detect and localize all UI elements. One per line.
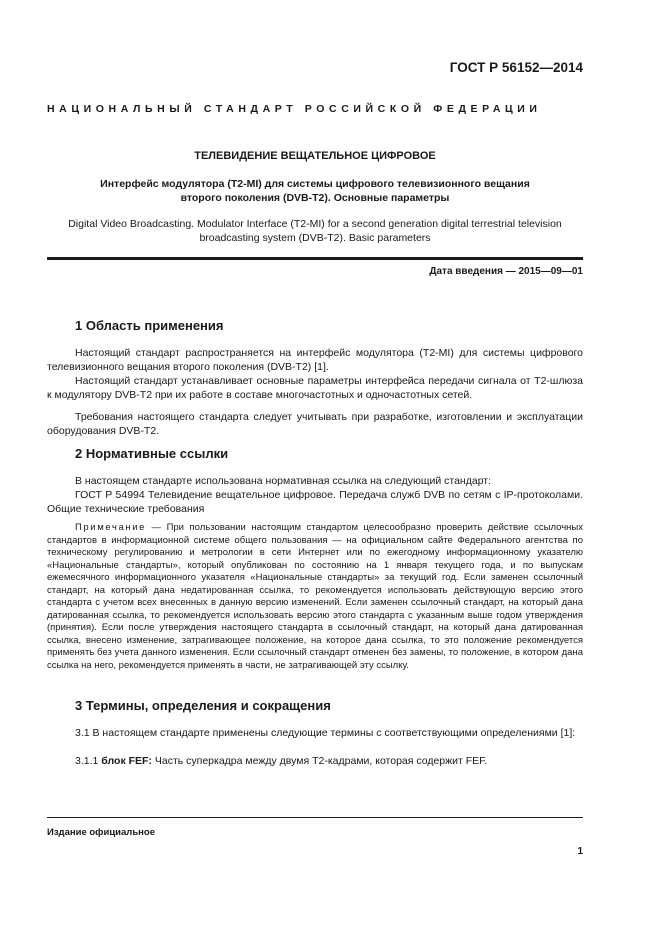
document-code: ГОСТ Р 56152—2014	[449, 60, 583, 75]
introduction-date: Дата введения — 2015—09—01	[429, 266, 583, 277]
note-block	[47, 522, 583, 672]
note-text: — При пользовании настоящим стандартом целесообразно проверить действие ссылочных стандартов в информационной системе общего пользования — на официальном сайте Федерального агентства по техническому регулированию и метрологии в сети Интернет или по ежегодному информационному указателю «Национальные стандарты», который опубликован по состоянию на 1 января текущего года, и по выпускам ежемесячного информационного указателя «Национальные стандарты» за текущий год. Если заменен ссылочный стандарт, на который дана недатированная ссылка, то рекомендуется использовать действующую версию этого стандарта с учетом всех внесенных в данную версию изменений. Если заменен ссылочный стандарт, на который дана датированная ссылка, то рекомендуется использовать версию этого стандарта с указанным выше годом утверждения (принятия). Если после утверждения настоящего стандарта в ссылочный стандарт, на который дана датированная ссылка, внесено изменение, затрагивающее положение, на которое дана ссылка, то это положение рекомендуется применять без учета данного изменения. Если ссылочный стандарт отменен без замены, то положение, в котором дана ссылка на него, рекомендуется применять в части, не затрагивающей эту ссылку.	[47, 522, 583, 671]
footer-divider	[47, 817, 583, 818]
edition-label: Издание официальное	[47, 827, 155, 838]
term-number: 3.1.1	[75, 755, 102, 767]
section-1-heading: 1 Область применения	[75, 318, 224, 333]
section-1-paragraph: Настоящий стандарт распространяется на интерфейс модулятора (T2-MI) для системы цифрового телевизионного вещания второго поколения (DVB-T2) [1].	[47, 347, 583, 374]
standard-title: ТЕЛЕВИДЕНИЕ ВЕЩАТЕЛЬНОЕ ЦИФРОВОЕ	[194, 150, 436, 162]
section-1-paragraph: Требования настоящего стандарта следует учитывать при разработке, изготовлении и эксплуатации оборудования DVB-T2.	[47, 411, 583, 438]
section-1-paragraph: Настоящий стандарт устанавливает основные параметры интерфейса передачи сигнала от T2-шлюза к модулятору DVB-T2 при их работе в составе многочастотных и одночастотных сетей.	[47, 375, 583, 402]
national-standard-banner: НАЦИОНАЛЬНЫЙ СТАНДАРТ РОССИЙСКОЙ ФЕДЕРАЦИИ	[47, 103, 542, 115]
normative-reference: ГОСТ Р 54994 Телевидение вещательное цифровое. Передача служб DVB по сетям с IP-протоколами. Общие технические требования	[47, 489, 583, 516]
note-label: Примечание	[75, 522, 146, 533]
section-3-paragraph: 3.1 В настоящем стандарте применены следующие термины с соответствующими определениями [1]:	[75, 727, 576, 739]
section-2-heading: 2 Нормативные ссылки	[75, 446, 229, 461]
term-text: Часть суперкадра между двумя T2-кадрами, которая содержит FEF.	[151, 755, 488, 767]
standard-subtitle-ru: Интерфейс модулятора (T2-MI) для системы цифрового телевизионного вещания второго поколения (DVB-T2). Основные параметры	[100, 178, 530, 204]
standard-subtitle-en: Digital Video Broadcasting. Modulator Interface (T2-MI) for a second generation digital terrestrial television broadcasting system (DVB-T2). Basic parameters	[68, 218, 562, 244]
title-divider	[47, 257, 583, 260]
section-3-heading: 3 Термины, определения и сокращения	[75, 698, 331, 713]
section-2-paragraph: В настоящем стандарте использована нормативная ссылка на следующий стандарт:	[75, 475, 492, 487]
term-definition	[47, 754, 583, 768]
page-number: 1	[577, 846, 583, 857]
term-name: блок FEF:	[101, 755, 152, 767]
